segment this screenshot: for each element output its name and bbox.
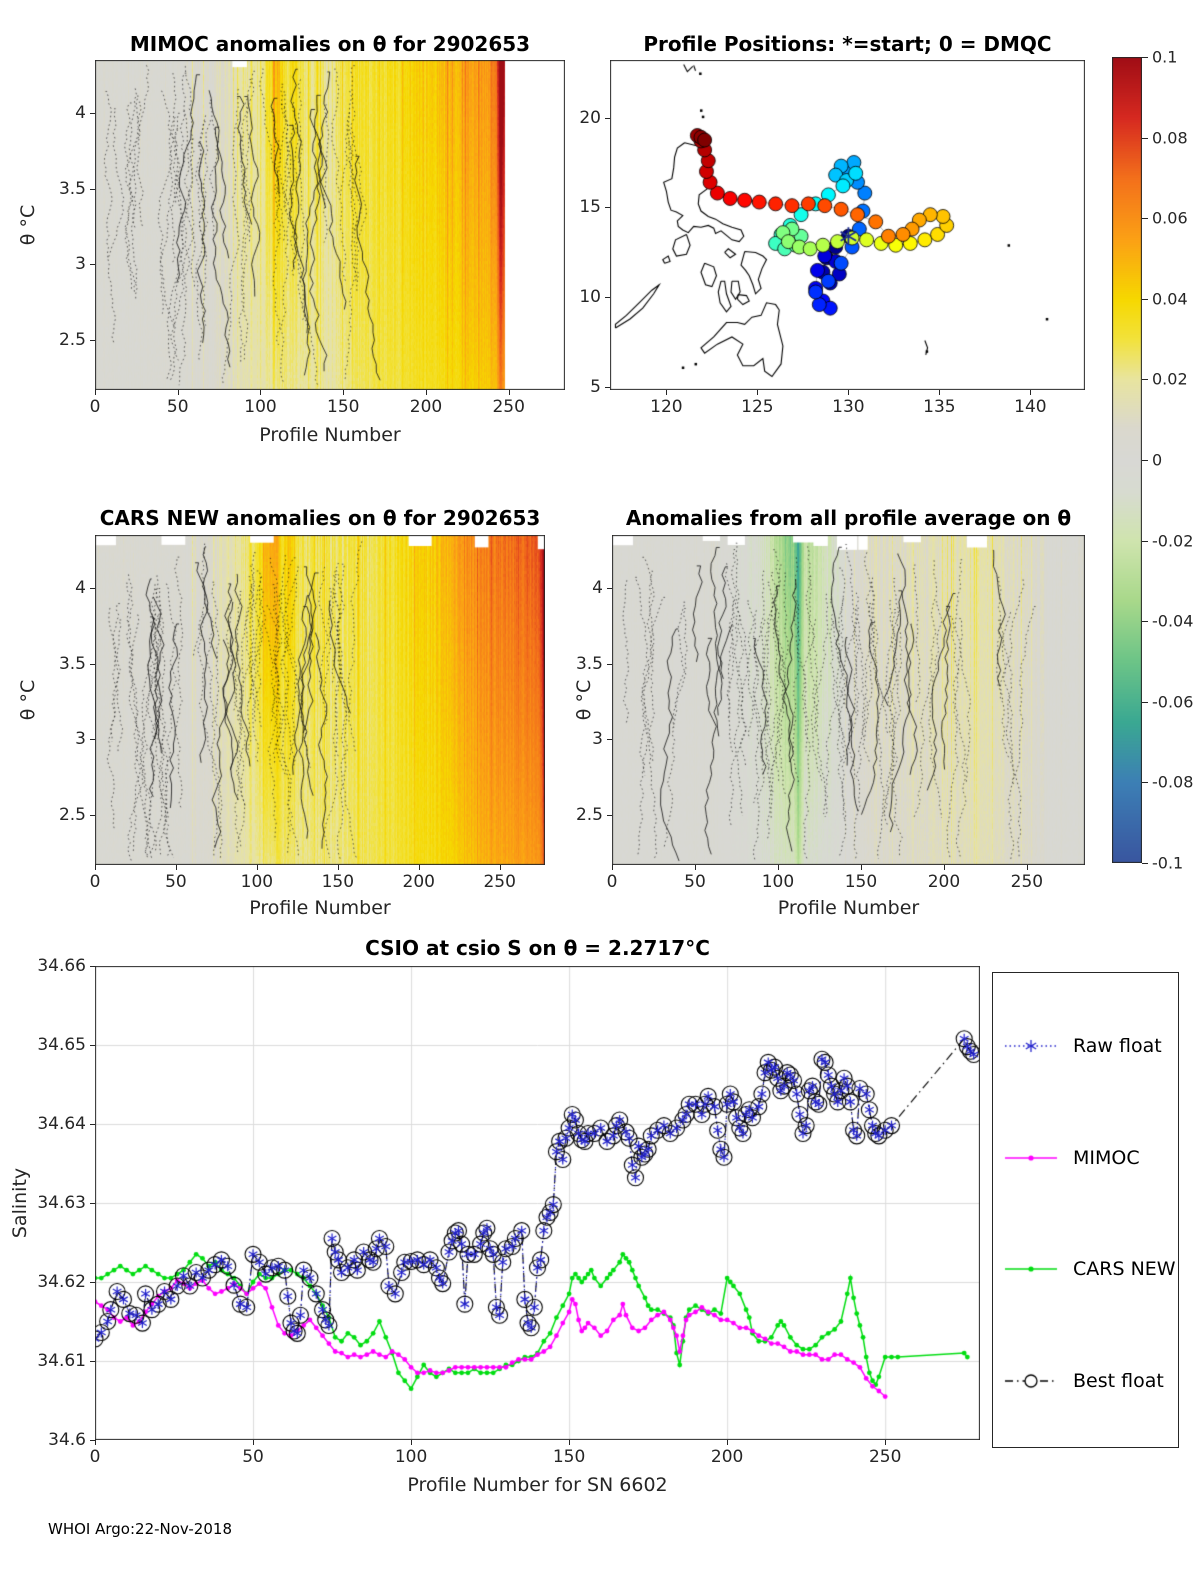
salinity-y-tick-mark <box>90 1440 95 1441</box>
map-y-tick-label: 10 <box>579 287 601 308</box>
avg-y-tick-mark <box>607 588 612 589</box>
map-x-tick-label: 140 <box>1014 397 1047 417</box>
map-y-tick-mark <box>605 297 610 298</box>
salinity-x-tick-label: 0 <box>89 1447 101 1467</box>
colorbar-tick-mark <box>1142 379 1148 380</box>
salinity-y-tick-label: 34.63 <box>37 1193 86 1213</box>
cars-y-tick-label: 2.5 <box>58 805 86 826</box>
mimoc-y-tick-mark <box>90 189 95 190</box>
colorbar-tick-mark <box>1142 299 1148 300</box>
salinity-y-tick-mark <box>90 1203 95 1204</box>
legend-item-mimoc <box>1003 1143 1140 1173</box>
salinity-y-tick-label: 34.66 <box>37 956 86 976</box>
cars-x-tick-label: 250 <box>483 872 516 892</box>
legend-item-cars-new <box>1003 1254 1176 1284</box>
salinity-y-tick-mark <box>90 966 95 967</box>
salinity-x-tick-mark <box>727 1440 728 1445</box>
colorbar-tick-label: -0.1 <box>1152 853 1184 873</box>
cars-x-tick-mark <box>419 865 420 870</box>
salinity-x-tick-label: 250 <box>868 1447 902 1467</box>
best-float-legend-sample-icon <box>1003 1370 1059 1392</box>
raw-float-legend-sample-icon <box>1003 1035 1059 1057</box>
colorbar-tick-mark <box>1142 702 1148 703</box>
avg-y-tick-mark <box>607 739 612 740</box>
colorbar-tick-mark <box>1142 460 1148 461</box>
cars-title: CARS NEW anomalies on θ for 2902653 <box>99 506 541 530</box>
legend-label-best-float: Best float <box>1073 1370 1164 1392</box>
avg-y-tick-label: 3 <box>592 729 603 750</box>
colorbar-tick-mark <box>1142 541 1148 542</box>
cars-x-tick-label: 200 <box>402 872 435 892</box>
colorbar-tick-label: 0.08 <box>1152 128 1188 148</box>
salinity-y-tick-mark <box>90 1282 95 1283</box>
salinity-x-tick-mark <box>95 1440 96 1445</box>
map-title: Profile Positions: *=start; 0 = DMQC <box>643 32 1052 56</box>
cars-x-tick-mark <box>176 865 177 870</box>
mimoc-x-tick-mark <box>343 390 344 395</box>
colorbar-tick-label: 0.02 <box>1152 369 1188 389</box>
avg-y-tick-label: 2.5 <box>575 805 603 826</box>
colorbar-tick-label: 0.06 <box>1152 208 1188 228</box>
cars-x-tick-label: 50 <box>165 872 187 892</box>
avg-x-tick-mark <box>778 865 779 870</box>
cars-y-tick-mark <box>90 739 95 740</box>
cars-y-tick-label: 3.5 <box>58 653 86 674</box>
map-x-tick-label: 135 <box>923 397 956 417</box>
map-y-tick-mark <box>605 118 610 119</box>
salinity-x-tick-label: 100 <box>394 1447 428 1467</box>
colorbar <box>1112 57 1142 863</box>
mimoc-x-tick-label: 150 <box>327 397 360 417</box>
mimoc-x-tick-label: 250 <box>492 397 525 417</box>
mimoc-x-tick-mark <box>95 390 96 395</box>
avg-x-tick-mark <box>861 865 862 870</box>
mimoc-legend-sample-icon <box>1003 1147 1059 1169</box>
cars-y-tick-label: 4 <box>75 577 86 598</box>
mimoc-x-tick-mark <box>178 390 179 395</box>
cars-x-tick-mark <box>95 865 96 870</box>
avg-y-tick-mark <box>607 664 612 665</box>
cars-x-tick-mark <box>500 865 501 870</box>
salinity-y-tick-mark <box>90 1361 95 1362</box>
avg-x-tick-label: 50 <box>684 872 706 892</box>
cars-ylabel: θ °C <box>17 679 39 721</box>
salinity-chart-canvas <box>95 966 980 1440</box>
colorbar-tick-mark <box>1142 138 1148 139</box>
avg-x-tick-label: 0 <box>606 872 618 892</box>
mimoc-y-tick-label: 4 <box>75 102 86 123</box>
avg-ylabel: θ °C <box>573 679 595 721</box>
mimoc-x-tick-mark <box>426 390 427 395</box>
legend <box>992 972 1179 1448</box>
salinity-xlabel: Profile Number for SN 6602 <box>407 1474 668 1496</box>
colorbar-tick-mark <box>1142 782 1148 783</box>
salinity-y-tick-label: 34.64 <box>37 1114 86 1134</box>
mimoc-y-tick-mark <box>90 113 95 114</box>
mimoc-xlabel: Profile Number <box>259 424 401 446</box>
salinity-x-tick-label: 150 <box>552 1447 586 1467</box>
avg-y-tick-label: 3.5 <box>575 653 603 674</box>
salinity-x-tick-mark <box>411 1440 412 1445</box>
mimoc-x-tick-label: 100 <box>244 397 277 417</box>
avg-x-tick-label: 200 <box>927 872 961 892</box>
mimoc-x-tick-label: 200 <box>409 397 443 417</box>
map-x-tick-label: 120 <box>650 397 683 417</box>
avg-y-tick-mark <box>607 815 612 816</box>
mimoc-x-tick-mark <box>260 390 261 395</box>
salinity-y-tick-label: 34.6 <box>48 1430 86 1450</box>
avg-xlabel: Profile Number <box>777 897 920 919</box>
colorbar-tick-label: -0.06 <box>1152 692 1194 712</box>
map-y-tick-mark <box>605 387 610 388</box>
map-y-tick-label: 5 <box>590 377 601 398</box>
avg-axes <box>612 535 1085 865</box>
cars-axes <box>95 535 545 865</box>
mimoc-y-tick-mark <box>90 340 95 341</box>
mimoc-ylabel: θ °C <box>17 204 39 246</box>
salinity-x-tick-label: 200 <box>710 1447 744 1467</box>
mimoc-x-tick-label: 50 <box>166 397 189 417</box>
mimoc-x-tick-mark <box>509 390 510 395</box>
map-x-tick-mark <box>1030 390 1031 395</box>
cars-new-legend-sample-icon <box>1003 1258 1059 1280</box>
figure-footer: WHOI Argo:22-Nov-2018 <box>48 1520 232 1538</box>
mimoc-y-tick-label: 3.5 <box>58 178 86 199</box>
map-y-tick-label: 15 <box>579 197 601 218</box>
mimoc-title: MIMOC anomalies on θ for 2902653 <box>129 32 531 56</box>
salinity-ylabel: Salinity <box>9 1167 31 1239</box>
colorbar-tick-label: -0.04 <box>1152 611 1194 631</box>
avg-x-tick-label: 150 <box>844 872 878 892</box>
avg-y-tick-label: 4 <box>592 577 603 598</box>
colorbar-tick-mark <box>1142 863 1148 864</box>
cars-y-tick-label: 3 <box>75 729 86 750</box>
legend-item-raw-float <box>1003 1031 1162 1061</box>
cars-x-tick-label: 100 <box>240 872 274 892</box>
colorbar-tick-label: 0.1 <box>1152 47 1178 67</box>
map-x-tick-mark <box>757 390 758 395</box>
avg-x-tick-mark <box>695 865 696 870</box>
cars-x-tick-label: 150 <box>321 872 355 892</box>
cars-x-tick-label: 0 <box>89 872 101 892</box>
avg-heatmap-canvas <box>612 535 1085 865</box>
salinity-y-tick-mark <box>90 1045 95 1046</box>
map-y-tick-mark <box>605 207 610 208</box>
cars-x-tick-mark <box>338 865 339 870</box>
salinity-title: CSIO at csio S on θ = 2.2717°C <box>365 936 710 960</box>
mimoc-y-tick-label: 3 <box>75 254 86 275</box>
colorbar-tick-label: -0.02 <box>1152 531 1194 551</box>
colorbar-tick-label: -0.08 <box>1152 772 1194 792</box>
salinity-y-tick-mark <box>90 1124 95 1125</box>
mimoc-heatmap-canvas <box>95 60 565 390</box>
map-x-tick-label: 125 <box>741 397 774 417</box>
cars-y-tick-mark <box>90 588 95 589</box>
colorbar-tick-mark <box>1142 218 1148 219</box>
avg-x-tick-label: 250 <box>1010 872 1044 892</box>
mimoc-y-tick-mark <box>90 264 95 265</box>
map-y-tick-label: 20 <box>579 107 601 128</box>
salinity-y-tick-label: 34.61 <box>37 1351 86 1371</box>
legend-label-raw-float: Raw float <box>1073 1035 1162 1057</box>
cars-y-tick-mark <box>90 664 95 665</box>
mimoc-axes <box>95 60 565 390</box>
avg-x-tick-mark <box>1027 865 1028 870</box>
salinity-x-tick-mark <box>885 1440 886 1445</box>
colorbar-tick-label: 0.04 <box>1152 289 1188 309</box>
salinity-x-tick-mark <box>253 1440 254 1445</box>
map-x-tick-label: 130 <box>832 397 865 417</box>
salinity-y-tick-label: 34.65 <box>37 1035 86 1055</box>
salinity-y-tick-label: 34.62 <box>37 1272 86 1292</box>
avg-title: Anomalies from all profile average on θ <box>625 506 1072 530</box>
avg-x-tick-mark <box>612 865 613 870</box>
cars-x-tick-mark <box>257 865 258 870</box>
mimoc-x-tick-label: 0 <box>89 397 101 417</box>
legend-label-cars-new: CARS NEW <box>1073 1258 1176 1280</box>
cars-xlabel: Profile Number <box>249 897 391 919</box>
salinity-axes <box>95 966 980 1440</box>
colorbar-canvas <box>1112 57 1142 863</box>
legend-label-mimoc: MIMOC <box>1073 1147 1140 1169</box>
salinity-x-tick-mark <box>569 1440 570 1445</box>
map-x-tick-mark <box>939 390 940 395</box>
map-axes <box>610 60 1085 390</box>
mimoc-y-tick-label: 2.5 <box>58 330 86 351</box>
avg-x-tick-mark <box>944 865 945 870</box>
map-x-tick-mark <box>848 390 849 395</box>
legend-item-best-float <box>1003 1366 1164 1396</box>
colorbar-tick-mark <box>1142 621 1148 622</box>
colorbar-tick-label: 0 <box>1152 450 1163 470</box>
cars-y-tick-mark <box>90 815 95 816</box>
cars-heatmap-canvas <box>95 535 545 865</box>
map-x-tick-mark <box>666 390 667 395</box>
colorbar-tick-mark <box>1142 57 1148 58</box>
avg-x-tick-label: 100 <box>761 872 795 892</box>
salinity-x-tick-label: 50 <box>242 1447 264 1467</box>
map-canvas <box>610 60 1085 390</box>
